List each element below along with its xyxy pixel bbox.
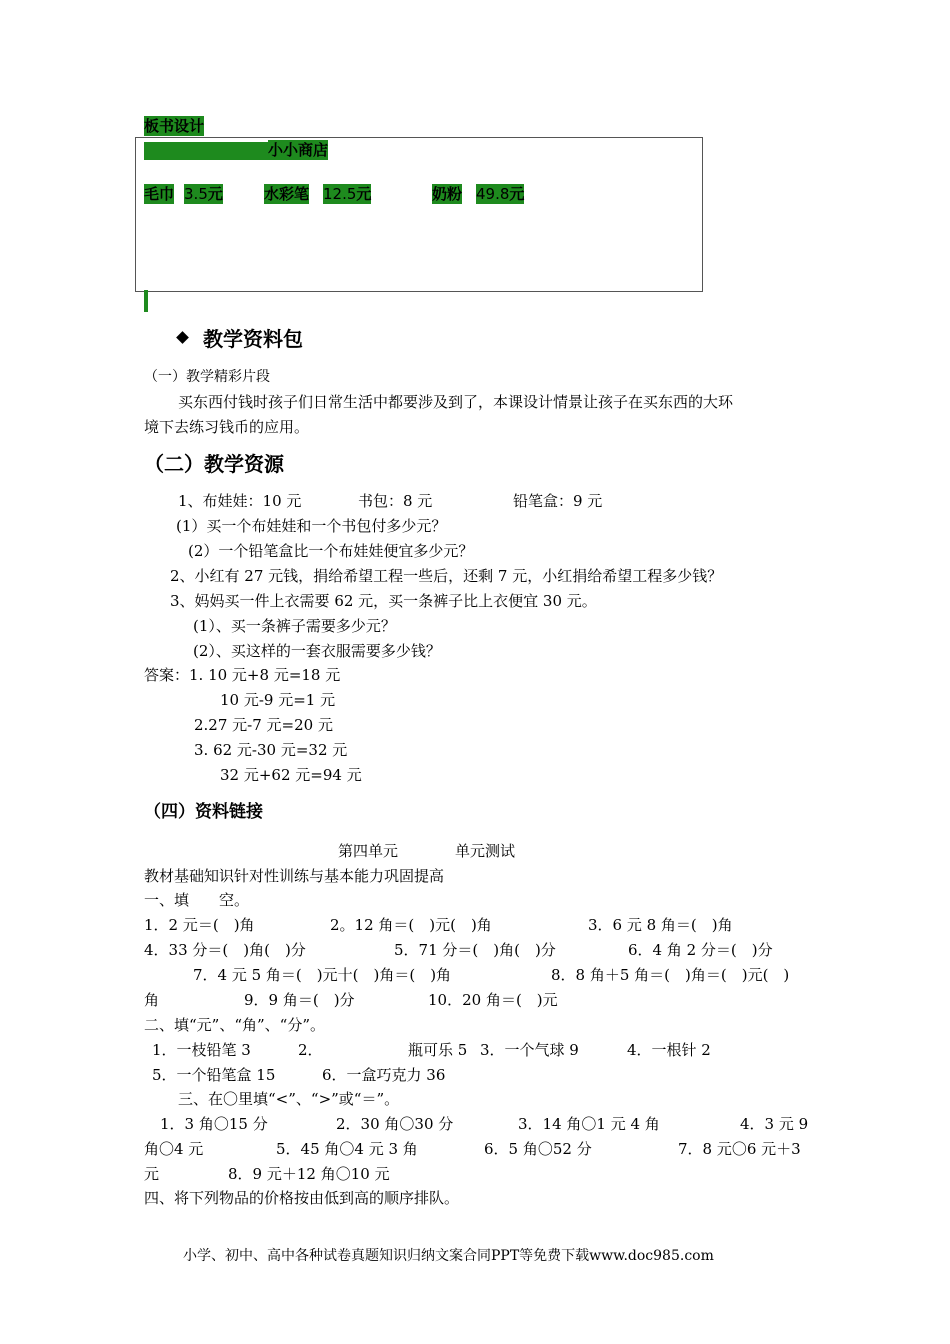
section2-title: 二、填“元”、“角”、“分”。 (144, 1016, 326, 1034)
diamond-bullet-icon (176, 331, 189, 344)
fill-item: 7．4 元 5 角＝( )元十( )角＝( )角 (193, 966, 452, 984)
answer-line: 3. 62 元-30 元=32 元 (194, 741, 348, 759)
unit-item: 5．一个铅笔盒 15 (152, 1066, 276, 1084)
answer-line: 2.27 元-7 元=20 元 (194, 716, 333, 734)
q2: 2、小红有 27 元钱，捐给希望工程一些后，还剩 7 元，小红捐给希望工程多少钱？ (170, 567, 723, 585)
unit-item: 2． (298, 1041, 323, 1059)
fill-item: 4．33 分＝( )角( )分 (144, 941, 306, 959)
unit-label: 第四单元 (338, 842, 399, 860)
q1-part-b: (2）一个铅笔盒比一个布娃娃便宜多少元？ (188, 542, 474, 560)
q1-pencil-box: 铅笔盒：9 元 (513, 492, 603, 510)
board-item-milk-powder: 奶粉 49.8元 (432, 185, 525, 203)
compare-item: 3．14 角〇1 元 4 角 (518, 1115, 660, 1133)
fill-item: 5．71 分＝( )角( )分 (394, 941, 556, 959)
pack-heading: 教学资料包 (178, 326, 303, 352)
unit-item: 瓶可乐 5 (408, 1041, 468, 1059)
title-highlight-bar (144, 142, 268, 160)
compare-item: 8．9 元＋12 角〇10 元 (228, 1165, 390, 1183)
answer-line: 32 元+62 元=94 元 (220, 766, 362, 784)
fill-item: 10．20 角＝( )元 (428, 991, 558, 1009)
board-title: 小小商店 (268, 141, 329, 159)
answer-line: 答案：1. 10 元+8 元=18 元 (144, 666, 341, 684)
q1-schoolbag: 书包：8 元 (358, 492, 433, 510)
compare-item: 4．3 元 9 (740, 1115, 809, 1133)
fill-item: 角 (144, 991, 160, 1009)
sec1-paragraph-line2: 境下去练习钱币的应用。 (144, 418, 310, 436)
compare-item: 元 (144, 1165, 160, 1183)
unit-item: 1．一枝铅笔 3 (152, 1041, 251, 1059)
answer-line: 10 元-9 元=1 元 (220, 691, 336, 709)
fill-item: 8．8 角＋5 角＝( )角＝( )元( ) (551, 966, 790, 984)
sec1-paragraph-line1: 买东西付钱时孩子们日常生活中都要涉及到了，本课设计情景让孩子在买东西的大环 (178, 393, 734, 411)
section3-title: 三、在〇里填“<”、“>”或“＝”。 (178, 1090, 400, 1108)
compare-item: 1．3 角〇15 分 (160, 1115, 268, 1133)
compare-item: 7．8 元〇6 元＋3 (678, 1140, 801, 1158)
q1-part-a: (1）买一个布娃娃和一个书包付多少元？ (176, 517, 447, 535)
compare-item: 5．45 角〇4 元 3 角 (276, 1140, 418, 1158)
q3-part-a: (1）、买一条裤子需要多少元？ (193, 617, 396, 635)
margin-marker (144, 290, 148, 312)
section1-title: 一、填 空。 (144, 891, 250, 909)
fill-item: 3．6 元 8 角＝( )角 (588, 916, 733, 934)
unit-item: 4．一根针 2 (627, 1041, 711, 1059)
unit-item: 3．一个气球 9 (480, 1041, 579, 1059)
fill-item: 2。12 角＝( )元( )角 (330, 916, 492, 934)
test-label: 单元测试 (455, 842, 516, 860)
section4-title: 四、将下列物品的价格按由低到高的顺序排队。 (144, 1189, 460, 1207)
fill-item: 1．2 元＝( )角 (144, 916, 255, 934)
page-footer: 小学、初中、高中各种试卷真题知识归纳文案合同PPT等免费下载www.doc985.com (183, 1248, 714, 1264)
compare-item: 2．30 角〇30 分 (336, 1115, 454, 1133)
fill-item: 9．9 角＝( )分 (244, 991, 355, 1009)
board-label: 板书设计 (144, 117, 205, 135)
compare-item: 角〇4 元 (144, 1140, 204, 1158)
sec1-title: （一）教学精彩片段 (144, 369, 270, 385)
board-frame (135, 137, 703, 292)
board-item-markers: 水彩笔 12.5元 (264, 185, 372, 203)
q3-part-b: (2）、买这样的一套衣服需要多少钱？ (193, 642, 441, 660)
resources-heading: （二）教学资源 (144, 452, 284, 476)
compare-item: 6．5 角〇52 分 (484, 1140, 592, 1158)
fill-item: 6．4 角 2 分＝( )分 (628, 941, 773, 959)
links-heading: （四）资料链接 (144, 802, 263, 822)
q3: 3、妈妈买一件上衣需要 62 元，买一条裤子比上衣便宜 30 元。 (170, 592, 597, 610)
unit-item: 6．一盒巧克力 36 (322, 1066, 446, 1084)
q1-doll: 1、布娃娃：10 元 (178, 492, 302, 510)
board-item-towel: 毛巾 3.5元 (144, 185, 223, 203)
test-subtitle: 教材基础知识针对性训练与基本能力巩固提高 (144, 867, 445, 885)
